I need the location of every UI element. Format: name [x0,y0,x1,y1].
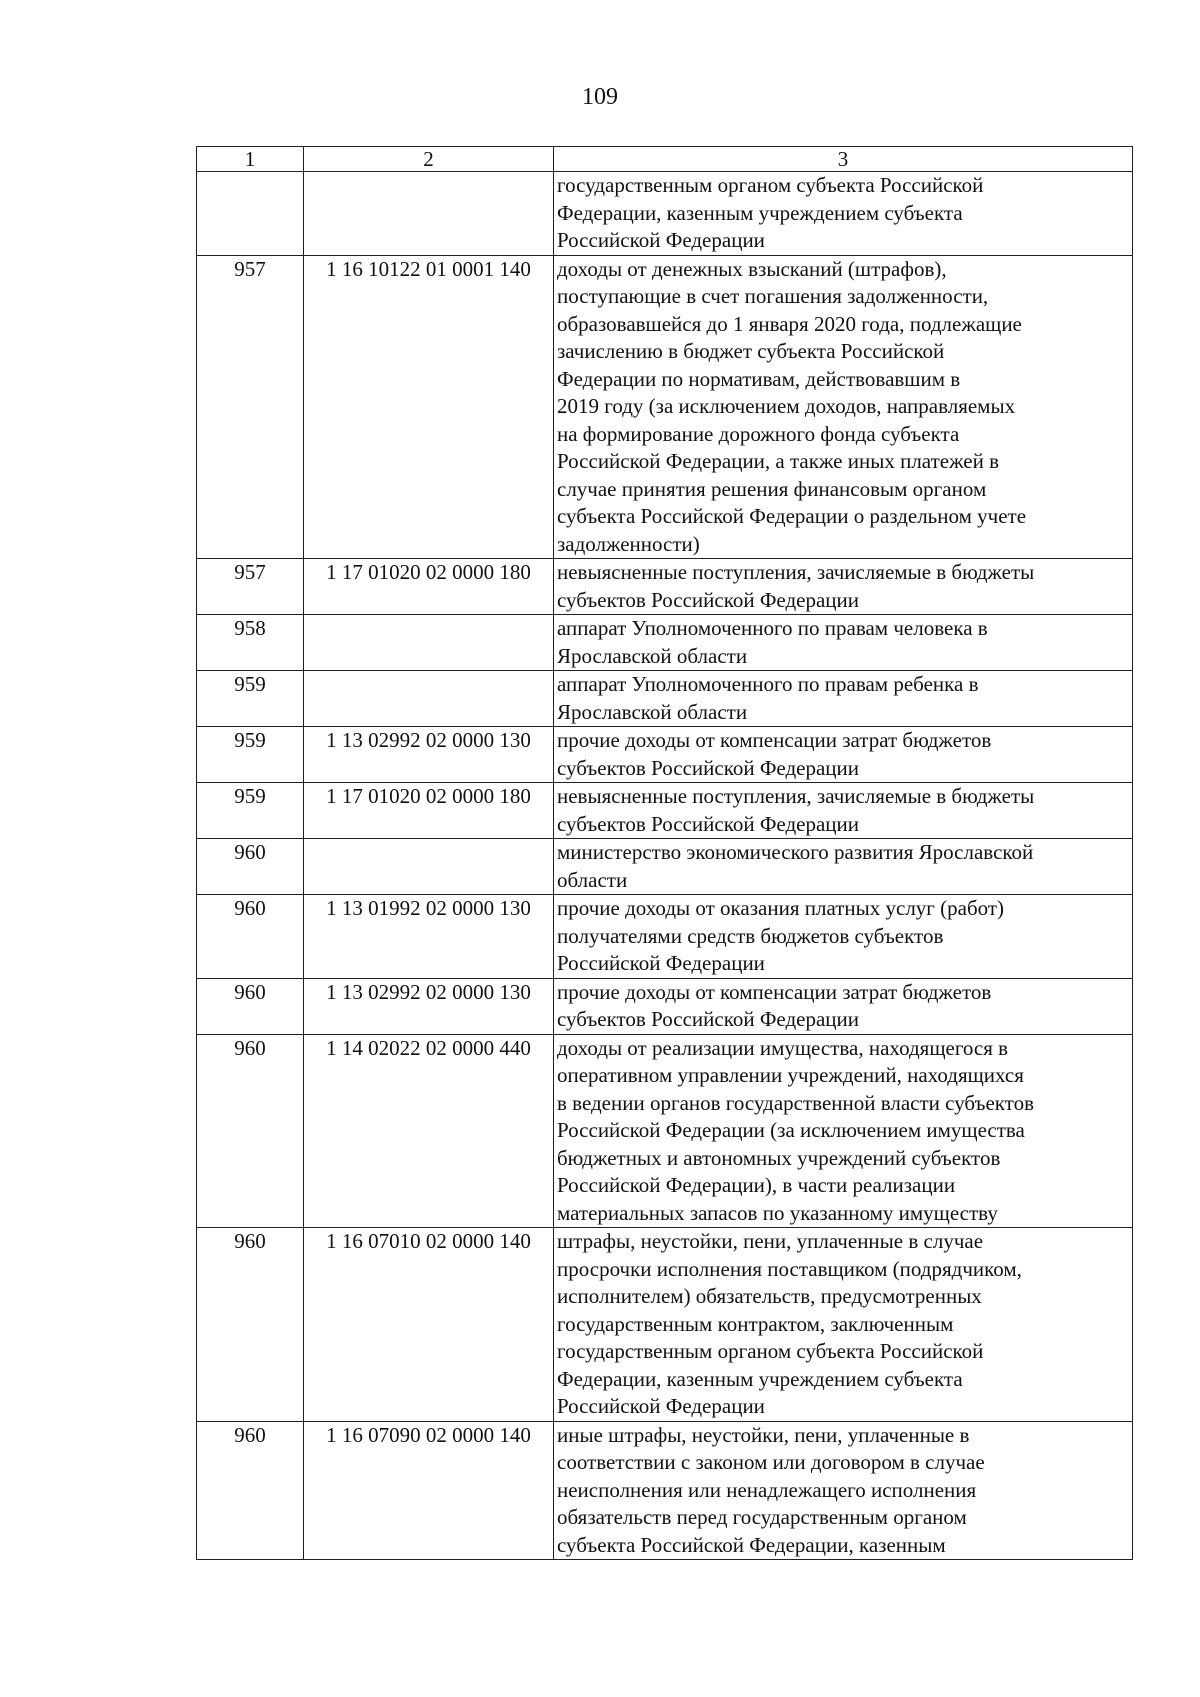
table-row [197,671,1133,727]
description-cell: невыясненные поступления, зачисляемые в бюджеты субъектов Российской Федерации [554,783,1133,839]
table-row [197,978,1133,1034]
budget-code-cell [304,172,554,256]
revenue-codes-table [196,146,1133,1560]
admin-code-cell [197,172,304,256]
page-number: 109 [582,84,618,110]
budget-code-cell [304,671,554,727]
table-header-row [197,147,1133,172]
budget-code-cell [304,839,554,895]
admin-code-cell: 960 [197,1421,304,1560]
table-row [197,1228,1133,1422]
description-cell: прочие доходы от оказания платных услуг (работ) получателями средств бюджетов субъектов Российской Федерации [554,895,1133,979]
table-row [197,255,1133,559]
table-row [197,727,1133,783]
table-row [197,172,1133,256]
budget-code-cell: 1 16 07010 02 0000 140 [304,1228,554,1422]
budget-code-cell: 1 16 07090 02 0000 140 [304,1421,554,1560]
table-row [197,895,1133,979]
table-row [197,783,1133,839]
budget-code-cell: 1 13 01992 02 0000 130 [304,895,554,979]
table-row [197,615,1133,671]
admin-code-cell: 958 [197,615,304,671]
budget-code-cell: 1 16 10122 01 0001 140 [304,255,554,559]
description-cell: прочие доходы от компенсации затрат бюджетов субъектов Российской Федерации [554,978,1133,1034]
column-header-3: 3 [554,147,1133,172]
table-row [197,1034,1133,1228]
column-header-2: 2 [304,147,554,172]
admin-code-cell: 960 [197,1228,304,1422]
admin-code-cell: 959 [197,727,304,783]
admin-code-cell: 960 [197,978,304,1034]
description-cell: прочие доходы от компенсации затрат бюджетов субъектов Российской Федерации [554,727,1133,783]
description-cell: иные штрафы, неустойки, пени, уплаченные в соответствии с законом или договором в случае неисполнения или ненадлежащего исполнения обязательств перед государственным органом субъекта Российской Федерации, казенным [554,1421,1133,1560]
admin-code-cell: 959 [197,671,304,727]
table-row [197,1421,1133,1560]
column-header-1: 1 [197,147,304,172]
admin-code-cell: 960 [197,895,304,979]
admin-code-cell: 959 [197,783,304,839]
description-cell: доходы от денежных взысканий (штрафов), поступающие в счет погашения задолженности, образовавшейся до 1 января 2020 года, подлежащие зачислению в бюджет субъекта Российской Федерации по нормативам, действовавшим в 2019 году (за исключением доходов, направляемых на формирование дорожного фонда субъекта Российской Федерации, а также иных платежей в случае принятия решения финансовым органом субъекта Российской Федерации о раздельном учете задолженности) [554,255,1133,559]
description-cell: доходы от реализации имущества, находящегося в оперативном управлении учреждений, находящихся в ведении органов государственной власти субъектов Российской Федерации (за исключением имущества бюджетных и автономных учреждений субъектов Российской Федерации), в части реализации материальных запасов по указанному имуществу [554,1034,1133,1228]
description-cell: аппарат Уполномоченного по правам ребенка в Ярославской области [554,671,1133,727]
budget-code-cell: 1 13 02992 02 0000 130 [304,727,554,783]
description-cell: штрафы, неустойки, пени, уплаченные в случае просрочки исполнения поставщиком (подрядчиком, исполнителем) обязательств, предусмотренных государственным контрактом, заключенным государственным органом субъекта Российской Федерации, казенным учреждением субъекта Российской Федерации [554,1228,1133,1422]
description-cell: министерство экономического развития Ярославской области [554,839,1133,895]
budget-code-cell [304,615,554,671]
table-row [197,839,1133,895]
admin-code-cell: 960 [197,1034,304,1228]
description-cell: аппарат Уполномоченного по правам человека в Ярославской области [554,615,1133,671]
table-row [197,559,1133,615]
description-cell: невыясненные поступления, зачисляемые в бюджеты субъектов Российской Федерации [554,559,1133,615]
budget-code-cell: 1 13 02992 02 0000 130 [304,978,554,1034]
admin-code-cell: 957 [197,255,304,559]
description-cell: государственным органом субъекта Российской Федерации, казенным учреждением субъекта Российской Федерации [554,172,1133,256]
budget-code-cell: 1 14 02022 02 0000 440 [304,1034,554,1228]
admin-code-cell: 957 [197,559,304,615]
budget-code-cell: 1 17 01020 02 0000 180 [304,559,554,615]
budget-code-cell: 1 17 01020 02 0000 180 [304,783,554,839]
admin-code-cell: 960 [197,839,304,895]
